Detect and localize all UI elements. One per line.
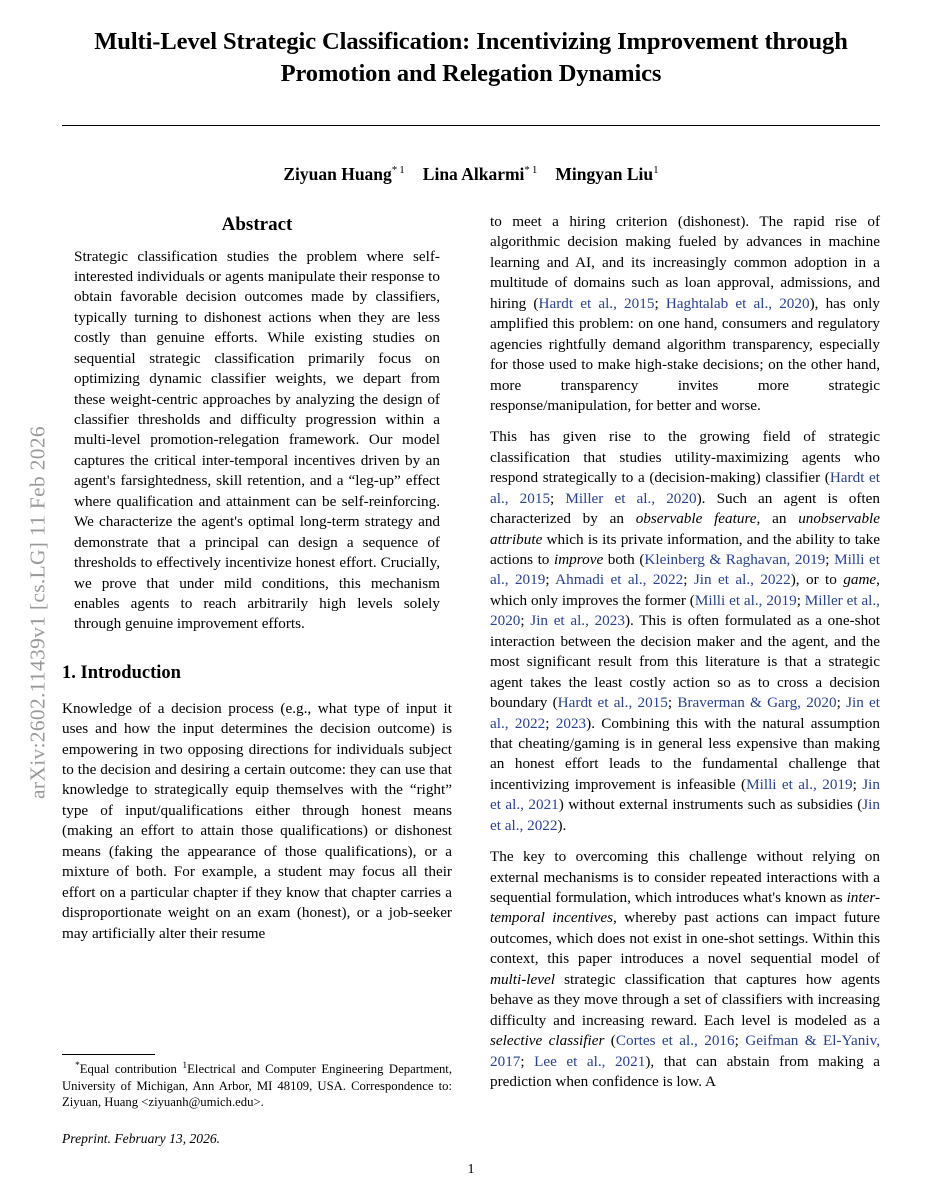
author-entry — [555, 164, 658, 184]
text-run: ; — [852, 775, 863, 793]
section-heading-introduction: 1. Introduction — [62, 662, 181, 683]
affiliation-mark: 1 — [399, 163, 405, 176]
text-run: both ( — [603, 551, 645, 568]
text-run: ), that can abstain from making a prediction when confidence is low. A — [490, 1052, 880, 1090]
text-run: ; — [667, 694, 678, 712]
affiliation-mark: 1 — [653, 163, 659, 176]
author-name: Lina Alkarmi — [422, 163, 525, 184]
right-paragraph-1 — [490, 212, 880, 416]
citation-link[interactable]: Jin et al., 2022 — [490, 796, 880, 834]
text-run: ; — [836, 694, 847, 712]
emphasis-text: multi-level — [490, 970, 555, 988]
author-list — [62, 164, 880, 185]
citation-link[interactable]: Jin et al., 2023 — [530, 612, 625, 630]
citation-link[interactable]: Hardt et al., 2015 — [490, 469, 880, 507]
abstract-heading: Abstract — [221, 214, 293, 235]
citation-link[interactable]: Haghtalab et al., 2020 — [665, 294, 810, 312]
text-run: ; — [796, 591, 805, 609]
text-run: ). This is often formulated as a one-shot interaction between the decision maker and the agent, and the most significant result from this literature is that a strategic agent takes the least costly action so as to cross a decision boundary ( — [490, 612, 880, 712]
page-title: Multi-Level Strategic Classification: Incentivizing Improvement through Promotion and Relegation Dynamics — [94, 28, 848, 88]
footnote-text — [62, 1061, 452, 1111]
citation-link[interactable]: Geifman & El-Yaniv, 2017 — [490, 1032, 880, 1070]
text-run: ), has only amplified this problem: on one hand, consumers and regulatory agencies rightfully demand algorithm transparency, especially for those used to make high-stake decisions; on the other hand, more transparency invites more strategic response/manipulation, for better and worse. — [490, 294, 880, 414]
equal-contribution-mark: * — [524, 163, 530, 176]
page-number: 1 — [467, 1162, 475, 1177]
citation-link[interactable]: Kleinberg & Raghavan, 2019 — [644, 551, 826, 568]
text-run: ; — [545, 571, 556, 589]
author-marks — [392, 164, 405, 176]
affiliation-mark: 1 — [182, 1060, 188, 1071]
citation-link[interactable]: Ahmadi et al., 2022 — [555, 571, 684, 589]
abstract-body: Strategic classification studies the problem where self-interested individuals or agents manipulate their response to obtain favorable decision outcomes made by classifiers, typically turning to dishonest actions when they are less costly than genuine efforts. While existing studies on sequential strategic classification primarily focus on optimizing dynamic classifier weights, we depart from these weight-centric approaches by analyzing the design of classifier thresholds and difficulty progression within a multi-level promotion-relegation framework. Our model captures the critical inter-temporal incentives driven by an agent's farsightedness, skill retention, and a “leg-up” effect where qualification and attainment can be self-reinforcing. We characterize the agent's optimal long-term strategy and demonstrate that a principal can design a sequence of thresholds to effectively incentivize honest effort. Crucially, we prove that under mild conditions, this mechanism enables agents to reach arbitrarily high levels solely through genuine improvement efforts. — [74, 247, 440, 633]
citation-link[interactable]: Cortes et al., 2016 — [615, 1032, 735, 1050]
citation-link[interactable]: Milli et al., 2019 — [490, 551, 880, 589]
text-run: , which only improves the former ( — [490, 571, 880, 609]
text-run: ). — [557, 816, 567, 834]
emphasis-text: unobservable attribute — [490, 510, 881, 548]
author-entry — [283, 164, 404, 184]
text-run: , whereby past actions can impact future outcomes, which does not exist in one-shot settings. Within this context, this paper introduces a novel sequential model of — [490, 909, 880, 968]
text-run: ). Combining this with the natural assumption that cheating/gaming is in general less expensive than making an honest effort leads to the fundamental challenge that incentivizing improvement is infeasible ( — [490, 714, 880, 793]
text-run: , an — [756, 510, 799, 528]
footnote-divider — [62, 1054, 155, 1055]
paper-page — [62, 0, 880, 1200]
left-column — [62, 212, 452, 1103]
citation-link[interactable]: Jin et al., 2022 — [490, 694, 880, 732]
text-run: ; — [545, 714, 556, 732]
equal-contribution-mark: * — [391, 163, 398, 176]
citation-link[interactable]: Jin et al., 2022 — [693, 571, 791, 589]
citation-link[interactable]: Miller et al., 2020 — [490, 591, 880, 630]
citation-link[interactable]: Braverman & Garg, 2020 — [677, 694, 837, 712]
citation-link[interactable]: Miller et al., 2020 — [565, 489, 697, 507]
citation-link[interactable]: Hardt et al., 2015 — [538, 294, 655, 312]
text-run: The key to overcoming this challenge without relying on external mechanisms is to consider repeated interactions with a sequential formulation, which introduces what's known as — [490, 848, 880, 906]
text-run: ; — [734, 1032, 746, 1050]
citation-link[interactable]: 2023 — [555, 714, 587, 732]
author-entry — [423, 164, 538, 184]
two-column-body — [62, 212, 880, 1103]
text-run: ; — [654, 294, 666, 312]
arxiv-identifier-stamp: arXiv:2602.11439v1 [cs.LG] 11 Feb 2026 — [25, 426, 50, 799]
text-run: ; — [825, 551, 835, 568]
emphasis-text: improve — [553, 551, 604, 568]
equal-contribution-note: Equal contribution — [79, 1062, 177, 1076]
affiliation-mark: 1 — [531, 163, 538, 176]
text-run: This has given rise to the growing field of strategic classification that studies utility-maximizing agents who respond strategically to a (decision-making) classifier ( — [490, 428, 880, 487]
text-run: ; — [520, 612, 531, 630]
emphasis-text: selective classifier — [490, 1032, 605, 1050]
equal-contribution-mark: * — [75, 1060, 80, 1071]
emphasis-text: game — [843, 571, 877, 589]
right-paragraph-3 — [490, 847, 880, 1092]
footnote-block — [62, 1054, 452, 1147]
text-run: ), or to — [790, 571, 844, 589]
citation-link[interactable]: Lee et al., 2021 — [534, 1052, 646, 1070]
title-divider — [62, 125, 880, 126]
author-name: Ziyuan Huang — [283, 163, 392, 184]
text-run: to meet a hiring criterion (dishonest). The rapid rise of algorithmic decision making fueled by advances in machine learning and AI, and its increasingly common adoption in a multitude of domains such as loan approval, admissions, and hiring ( — [490, 213, 880, 312]
text-run: which is its private information, and the ability to take actions to — [490, 530, 880, 568]
text-run: ; — [683, 571, 694, 589]
text-run: strategic classification that captures how agents behave as they move through a set of classifiers with increasing difficulty and increasing reward. Each level is modeled as a — [490, 970, 880, 1029]
preprint-notice: Preprint. February 13, 2026. — [62, 1130, 221, 1146]
author-marks — [653, 164, 659, 176]
text-run: ). Such an agent is often characterized by an — [490, 489, 880, 528]
emphasis-text: observable feature — [635, 510, 757, 528]
intro-paragraph-1: Knowledge of a decision process (e.g., what type of input it uses and how the input determines the decision outcome) is empowering in two opposing directions for individuals subject to the decision and desiring a certain outcome: they can use that knowledge to strategically equip themselves with the “right” type of input/qualifications either through honest means (making an effort to attain those qualifications) or dishonest means (faking the appearance of those qualifications), or a mixture of both. For example, a student may focus all their effort on a particular chapter if they know that chapter carries a disproportionate weight on an exam (honest), or a job-seeker may artificially alter their resume — [62, 699, 452, 942]
author-marks — [524, 164, 537, 176]
citation-link[interactable]: Hardt et al., 2015 — [557, 694, 668, 712]
text-run: ) without external instruments such as subsidies ( — [558, 796, 863, 814]
text-run: ( — [604, 1032, 616, 1050]
emphasis-text: inter-temporal incentives — [490, 889, 880, 927]
author-name: Mingyan Liu — [555, 163, 654, 184]
title-block — [62, 0, 880, 185]
correspondence-note: Correspondence to: Ziyuan, Huang <ziyuanh@umich.edu>. — [62, 1078, 453, 1109]
right-column — [490, 212, 880, 1103]
text-run: ; — [520, 1052, 535, 1070]
text-run: ; — [550, 489, 566, 507]
citation-link[interactable]: Milli et al., 2019 — [746, 775, 853, 793]
affiliation-note: Electrical and Computer Engineering Department, University of Michigan, Ann Arbor, MI 48109, USA. — [62, 1062, 452, 1093]
citation-link[interactable]: Milli et al., 2019 — [694, 591, 797, 609]
citation-link[interactable]: Jin et al., 2021 — [490, 775, 880, 814]
right-paragraph-2 — [490, 427, 880, 836]
